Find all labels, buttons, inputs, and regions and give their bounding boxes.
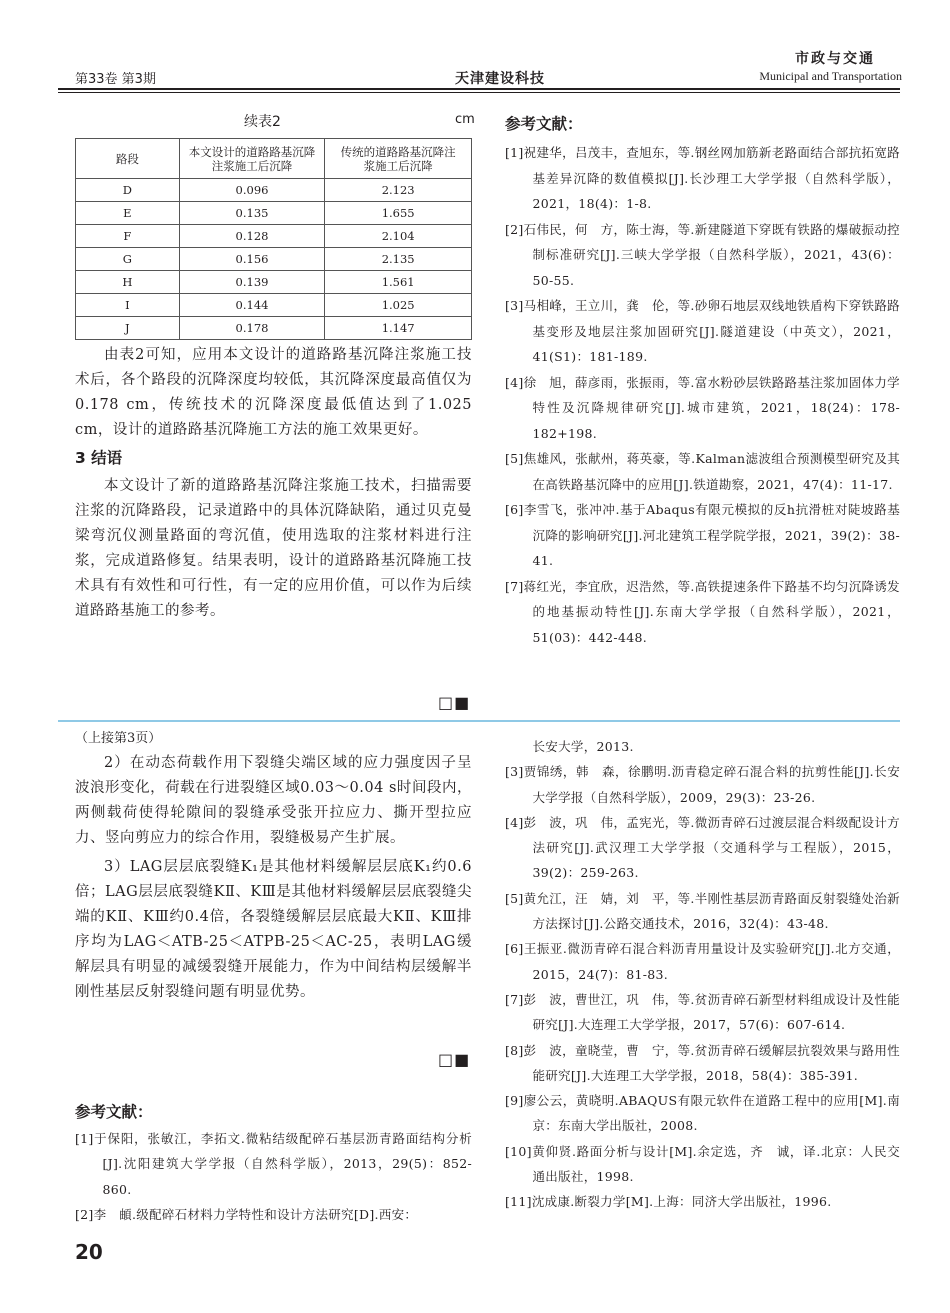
references-title: 参考文献： [75, 1103, 153, 1121]
reference-item: [4]徐 旭，薛彦雨，张振雨，等.富水粉砂层铁路路基注浆加固体力学特性及沉降规律研究[J].城市建筑，2021，18(24)：178-182+198. [505, 374, 900, 441]
table-cell: 0.139 [179, 271, 325, 294]
table-cell: F [76, 225, 180, 248]
references-bottom-left [75, 1100, 472, 1227]
table-analysis-paragraph: 由表2可知，应用本文设计的道路路基沉降注浆施工技术后，各个路段的沉降深度均较低，其沉降深度最高值仅为0.178 cm，传统技术的沉降深度最低值达到了1.025 cm，设计的道路路基沉降施工方法的施工效果更好。 [75, 347, 472, 438]
table-header-cell: 路段 [76, 139, 180, 179]
reference-item: [7]彭 波，曹世江，巩 伟，等.贫沥青碎石新型材料组成设计及性能研究[J].大连理工大学学报，2017，57(6)：607-614. [505, 991, 900, 1033]
section-title-cn: 市政与交通 [795, 51, 875, 67]
table-row [76, 248, 472, 271]
references-title: 参考文献： [505, 115, 583, 133]
table-cell: 2.104 [325, 225, 472, 248]
reference-item: [3]贾锦绣，韩 森，徐鹏明.沥青稳定碎石混合料的抗剪性能[J].长安大学学报（自然科学版），2009，29(3)：23-26. [505, 764, 900, 805]
table-cell: 1.561 [325, 271, 472, 294]
end-mark: □■ [438, 693, 471, 712]
left-top-body [75, 343, 472, 624]
table-row [76, 317, 472, 340]
table-cell: 0.128 [179, 225, 325, 248]
table-cell: G [76, 248, 180, 271]
section-title-en: Municipal and Transportation [759, 69, 902, 83]
reference-item: [2]李 頔.级配碎石材料力学特性和设计方法研究[D].西安： [75, 1206, 418, 1222]
conclusion-heading: 3 结语 [75, 449, 123, 467]
table-cell: 1.655 [325, 202, 472, 225]
table-cell: 2.135 [325, 248, 472, 271]
conclusion-paragraph: 本文设计了新的道路路基沉降注浆施工技术，扫描需要注浆的沉降路段，记录道路中的具体沉降缺陷，通过贝克曼梁弯沉仪测量路面的弯沉值，使用选取的注浆材料进行注浆，完成道路修复。结果表明，设计的道路路基沉降施工技术具有有效性和可行性，有一定的应用价值，可以作为后续道路路基施工的参考。 [75, 478, 472, 619]
reference-item: [10]黄仰贤.路面分析与设计[M].余定选，齐 诚，译.北京：人民交通出版社，1998. [505, 1143, 900, 1185]
reference-item: [1]于保阳，张敏江，李拓文.微粘结级配碎石基层沥青路面结构分析[J].沈阳建筑大学学报（自然科学版），2013，29(5)：852-860. [75, 1131, 472, 1197]
header-rule [58, 88, 900, 90]
table-cell: 1.147 [325, 317, 472, 340]
reference-item: [3]马相峰，王立川，龚 伦，等.砂卵石地层双线地铁盾构下穿铁路路基变形及地层注浆加固研究[J].隧道建设（中英文），2021，41(S1)：181-189. [505, 298, 900, 364]
finding-paragraph-2: 2）在动态荷载作用下裂缝尖端区域的应力强度因子呈波浪形变化，荷载在行进裂缝区域0.03～0.04 s时间段内，两侧载荷使得轮隙间的裂缝承受张开拉应力、撕开型拉应力、竖向剪应力的综合作用，裂缝极易产生扩展。 [75, 755, 472, 846]
table-unit: cm [455, 112, 475, 127]
reference-item: [6]李雪飞，张冲冲.基于Abaqus有限元模拟的反h抗滑桩对陡坡路基沉降的影响研究[J].河北建筑工程学院学报，2021，39(2)：38-41. [505, 502, 900, 568]
reference-continuation: 长安大学，2013. [532, 739, 634, 754]
section-divider [58, 720, 900, 722]
table-header-cell: 本文设计的道路路基沉降注浆施工后沉降 [179, 139, 325, 179]
table-row [76, 294, 472, 317]
table-cell: 0.096 [179, 179, 325, 202]
reference-item: [5]焦雄风，张献州，蒋英豪，等.Kalman滤波组合预测模型研究及其在高铁路基沉降中的应用[J].铁道勘察，2021，47(4)：11-17. [505, 451, 900, 492]
table-cell: J [76, 317, 180, 340]
table-cell: 0.144 [179, 294, 325, 317]
table-cell: E [76, 202, 180, 225]
reference-item: [2]石伟民，何 方，陈士海，等.新建隧道下穿既有铁路的爆破振动控制标准研究[J].三峡大学学报（自然科学版），2021，43(6)：50-55. [505, 221, 900, 288]
table-cell: 2.123 [325, 179, 472, 202]
table-cell: 1.025 [325, 294, 472, 317]
table-row [76, 179, 472, 202]
continued-note: （上接第3页） [75, 731, 162, 746]
reference-item: [6]王振亚.微沥青碎石混合料沥青用量设计及实验研究[J].北方交通，2015，24(7)：81-83. [505, 941, 900, 982]
table-header-cell: 传统的道路路基沉降注浆施工后沉降 [325, 139, 472, 179]
reference-item: [11]沈成康.断裂力学[M].上海：同济大学出版社，1996. [505, 1194, 832, 1210]
left-bottom-body [75, 729, 472, 1005]
volume-issue: 第33卷 第3期 [75, 72, 156, 87]
table-row [76, 202, 472, 225]
reference-item: [4]彭 波，巩 伟，孟宪光，等.微沥青碎石过渡层混合料级配设计方法研究[J].武汉理工大学学报（交通科学与工程版），2015，39(2)：259-263. [505, 814, 900, 881]
table-caption: 续表2 [244, 114, 281, 130]
journal-name: 天津建设科技 [455, 71, 545, 87]
table-cell: D [76, 179, 180, 202]
references-bottom-right [505, 734, 900, 1215]
table-row [76, 271, 472, 294]
page-number: 20 [75, 1240, 103, 1264]
end-mark: □■ [438, 1050, 471, 1069]
table-cell: 0.156 [179, 248, 325, 271]
reference-item: [1]祝建华，吕茂丰，查旭东，等.钢丝网加筋新老路面结合部抗拓宽路基差异沉降的数值模拟[J].长沙理工大学学报（自然科学版），2021，18(4)：1-8. [505, 145, 900, 211]
reference-item: [9]廖公云，黄晓明.ABAQUS有限元软件在道路工程中的应用[M].南京：东南大学出版社，2008. [505, 1093, 900, 1134]
table-cell: H [76, 271, 180, 294]
references-top [505, 112, 900, 650]
table-cell: 0.178 [179, 317, 325, 340]
table-row [76, 225, 472, 248]
finding-paragraph-3: 3）LAG层层底裂缝K₁是其他材料缓解层层底K₁约0.6倍；LAG层层底裂缝KⅡ、KⅢ是其他材料缓解层层底裂缝尖端的KⅡ、KⅢ约0.4倍，各裂缝缓解层层底最大KⅡ、KⅢ排序均为LAG＜ATB-25＜ATPB-25＜AC-25，表明LAG缓解层具有明显的减缓裂缝开展能力，作为中间结构层缓解半刚性基层反射裂缝问题有明显优势。 [75, 859, 472, 1000]
reference-item: [7]蒋红光，李宜欣，迟浩然，等.高铁提速条件下路基不均匀沉降诱发的地基振动特性[J].东南大学学报（自然科学版），2021，51(03)：442-448. [505, 578, 900, 645]
table-header-row [76, 139, 472, 179]
table-cell: I [76, 294, 180, 317]
table-cell: 0.135 [179, 202, 325, 225]
settlement-table [75, 138, 472, 340]
header-rule-thin [58, 92, 900, 93]
reference-item: [8]彭 波，童晓莹，曹 宁，等.贫沥青碎石缓解层抗裂效果与路用性能研究[J].大连理工大学学报，2018，58(4)：385-391. [505, 1042, 900, 1083]
reference-item: [5]黄允江，汪 婧，刘 平，等.半刚性基层沥青路面反射裂缝处治新方法探讨[J].公路交通技术，2016，32(4)：43-48. [505, 890, 900, 932]
